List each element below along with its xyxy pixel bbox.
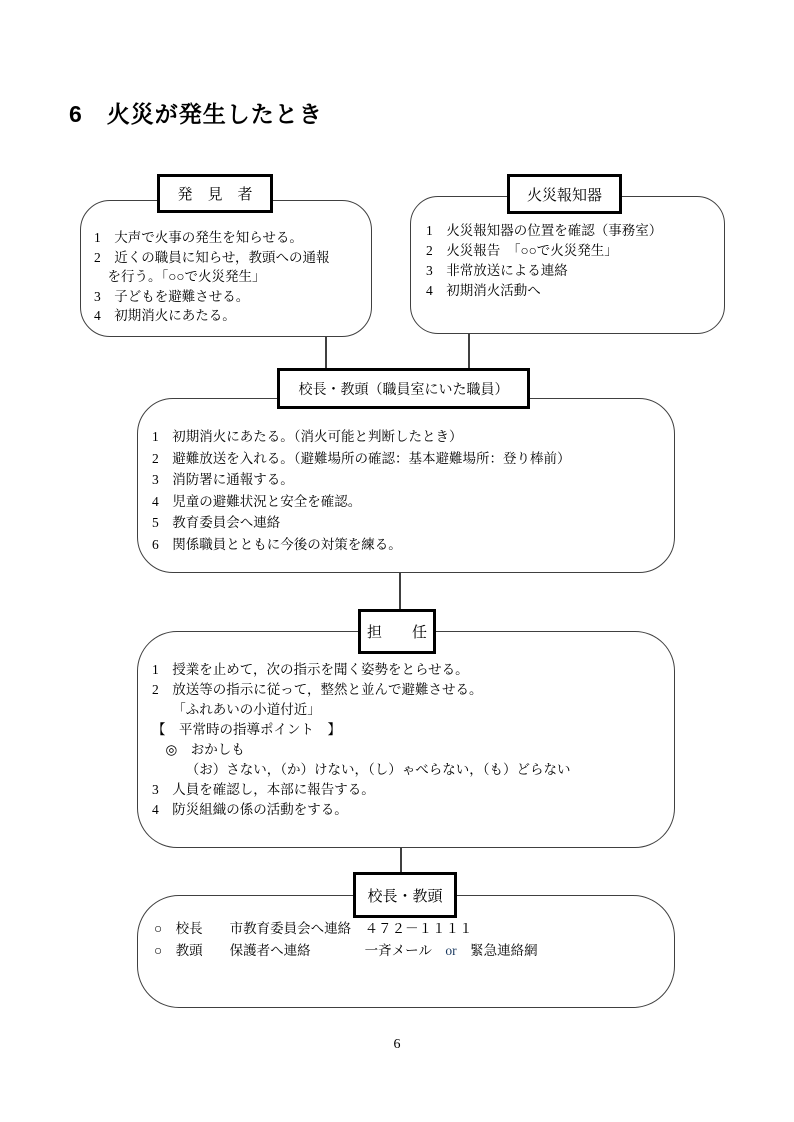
fire-alarm-line-1: 1 火災報知器の位置を確認（事務室） [426, 223, 663, 238]
connector-principal-to-homeroom [399, 573, 401, 610]
fire-alarm-line-4: 4 初期消火活動へ [426, 283, 541, 298]
homeroom-line-1: 1 授業を止めて，次の指示を聞く姿勢をとらせる。 [152, 662, 469, 677]
contact-row2-or: or [445, 943, 457, 958]
connector-homeroom-to-contact [400, 848, 402, 873]
discoverer-line-2: 2 近くの職員に知らせ，教頭への通報 [94, 249, 330, 265]
fire-alarm-label: 火災報知器 [507, 174, 622, 214]
discoverer-line-3: 3 子どもを避難させる。 [94, 288, 250, 304]
principal-staffroom-line-4: 4 児童の避難状況と安全を確認。 [152, 493, 362, 509]
contact-row-vice-principal [154, 940, 666, 962]
fire-alarm-line-3: 3 非常放送による連絡 [426, 263, 568, 278]
discoverer-line-1: 1 大声で火事の発生を知らせる。 [94, 230, 303, 245]
contact-row2-suffix: 緊急連絡網 [456, 943, 538, 958]
page-title: 6 火災が発生したとき [69, 101, 323, 127]
homeroom-teacher-box [137, 631, 675, 848]
principal-staffroom-line-5: 5 教育委員会へ連絡 [152, 515, 281, 530]
homeroom-okashimo-detail: （お）さない，（か）けない，（し）ゃべらない，（も）どらない [152, 762, 571, 777]
homeroom-line-2: 2 放送等の指示に従って，整然と並んで避難させる。 [152, 682, 483, 697]
principal-staffroom-line-1: 1 初期消火にあたる。（消火可能と判断したとき） [152, 429, 463, 444]
contact-row-principal: ○ 校長 市教育委員会へ連絡 ４７２－１１１１ [154, 921, 473, 936]
principal-staffroom-label: 校長・教頭（職員室にいた職員） [277, 368, 530, 409]
connector-alarm-to-principal [468, 334, 470, 369]
connector-discoverer-to-principal [325, 337, 327, 369]
discoverer-box [80, 200, 372, 337]
homeroom-line-4: 4 防災組織の係の活動をする。 [152, 802, 348, 817]
homeroom-line-2-wrap: 「ふれあいの小道付近」 [152, 702, 321, 717]
discoverer-line-2-wrap: を行う。「○○で火災発生」 [94, 269, 266, 284]
fire-alarm-line-2: 2 火災報告 「○○で火災発生」 [426, 243, 618, 258]
homeroom-line-3: 3 人員を確認し，本部に報告する。 [152, 782, 375, 797]
page-number: 6 [393, 1037, 401, 1052]
homeroom-guidance-heading: 【 平常時の指導ポイント 】 [152, 722, 341, 737]
homeroom-okashimo: ◎ おかしも [152, 742, 245, 757]
principal-staffroom-line-3: 3 消防署に通報する。 [152, 472, 294, 487]
discoverer-label: 発 見 者 [157, 174, 273, 213]
principal-contact-label: 校長・教頭 [353, 872, 457, 918]
principal-staffroom-box [137, 398, 675, 573]
fire-alarm-box [410, 196, 725, 334]
principal-staffroom-line-2: 2 避難放送を入れる。（避難場所の確認：基本避難場所：登り棒前） [152, 450, 571, 466]
homeroom-teacher-label: 担 任 [358, 609, 436, 654]
principal-staffroom-line-6: 6 関係職員とともに今後の対策を練る。 [152, 536, 402, 552]
contact-row2-prefix: ○ 教頭 保護者へ連絡 一斉メール [154, 943, 446, 958]
discoverer-line-4: 4 初期消火にあたる。 [94, 308, 236, 323]
